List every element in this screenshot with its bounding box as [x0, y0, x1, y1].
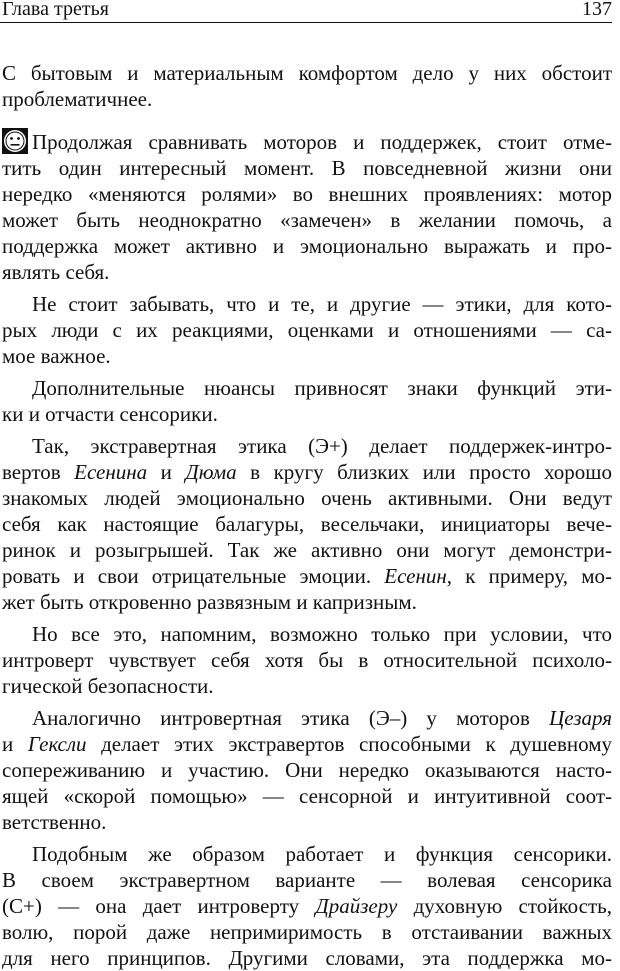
text-line: и Гексли делает этих экстравертов способными к душевному: [2, 732, 612, 756]
text-line: проблематичнее.: [2, 87, 153, 111]
paragraph-6: [2, 705, 612, 835]
text-line: являть себя.: [2, 260, 110, 284]
chapter-title: Глава третья: [2, 0, 109, 20]
text-line: Не стоит забывать, что и те, и другие — этики, для кото-: [32, 292, 612, 316]
paragraph-1: [2, 128, 612, 285]
paragraph-4: [2, 433, 612, 615]
text-line: Продолжая сравнивать моторов и поддержек, стоит отме-: [2, 128, 612, 155]
paragraph-5: [2, 621, 612, 699]
text-line: волю, порой даже непримиримость в отстаивании важных: [2, 920, 612, 944]
text-line: мое важное.: [2, 344, 111, 368]
text-line: знакомых людей эмоционально очень активными. Они ведут: [2, 486, 612, 510]
header-rule: [0, 22, 612, 23]
text-line: Но все это, напомним, возможно только при условии, что: [32, 622, 612, 646]
text-line: сопереживанию и участию. Они нередко оказываются насто-: [2, 758, 612, 782]
text-line: гической безопасности.: [2, 674, 214, 698]
text-line: ящей «скорой помощью» — сенсорной и интуитивной соот-: [2, 784, 612, 808]
text-line: ветственно.: [2, 810, 107, 834]
text-line: жет быть откровенно развязным и капризным.: [2, 590, 417, 614]
text-line: ровать и свои отрицательные эмоции. Есенин, к примеру, мо-: [2, 564, 612, 588]
paragraph-7: [2, 841, 612, 971]
text-line: рых люди с их реакциями, оценками и отношениями — са-: [2, 318, 612, 342]
text-line: тить один интересный момент. В повседневной жизни они: [2, 156, 612, 180]
smiley-face-icon: [2, 128, 28, 154]
text-line: (С+) — она дает интроверту Драйзеру духовную стойкость,: [2, 894, 612, 918]
paragraph-2: [2, 291, 612, 369]
text-line: поддержка может активно и эмоционально выражать и про-: [2, 234, 612, 258]
text-line: Подобным же образом работает и функция сенсорики.: [32, 842, 612, 866]
text-line: нередко «меняются ролями» во внешних проявлениях: мотор: [2, 182, 612, 206]
page-body: [2, 60, 612, 971]
text-line: ки и отчасти сенсорики.: [2, 402, 218, 426]
paragraph-3: [2, 375, 612, 427]
text-line: для него принципов. Другими словами, эта поддержка мо-: [2, 946, 612, 970]
page-header: [0, 0, 612, 22]
text-line: ринок и розыгрышей. Так же активно они могут демонстри-: [2, 538, 612, 562]
text-line: Аналогично интровертная этика (Э–) у моторов Цезаря: [32, 706, 612, 730]
text-line: Дополнительные нюансы привносят знаки функций эти-: [32, 376, 612, 400]
paragraph-intro: [2, 60, 612, 112]
page-number: 137: [582, 0, 612, 20]
text-line: С бытовым и материальным комфортом дело у них обстоит: [2, 61, 612, 85]
text-line: интроверт чувствует себя хотя бы в относительной психоло-: [2, 648, 612, 672]
text-line: может быть неоднократно «замечен» в желании помочь, а: [2, 208, 612, 232]
text-line: вертов Есенина и Дюма в кругу близких или просто хорошо: [2, 460, 612, 484]
text-line: себя как настоящие балагуры, весельчаки, инициаторы вече-: [2, 512, 612, 536]
text-line: В своем экстравертном варианте — волевая сенсорика: [2, 868, 612, 892]
text-line: Так, экстравертная этика (Э+) делает поддержек-интро-: [32, 434, 612, 458]
